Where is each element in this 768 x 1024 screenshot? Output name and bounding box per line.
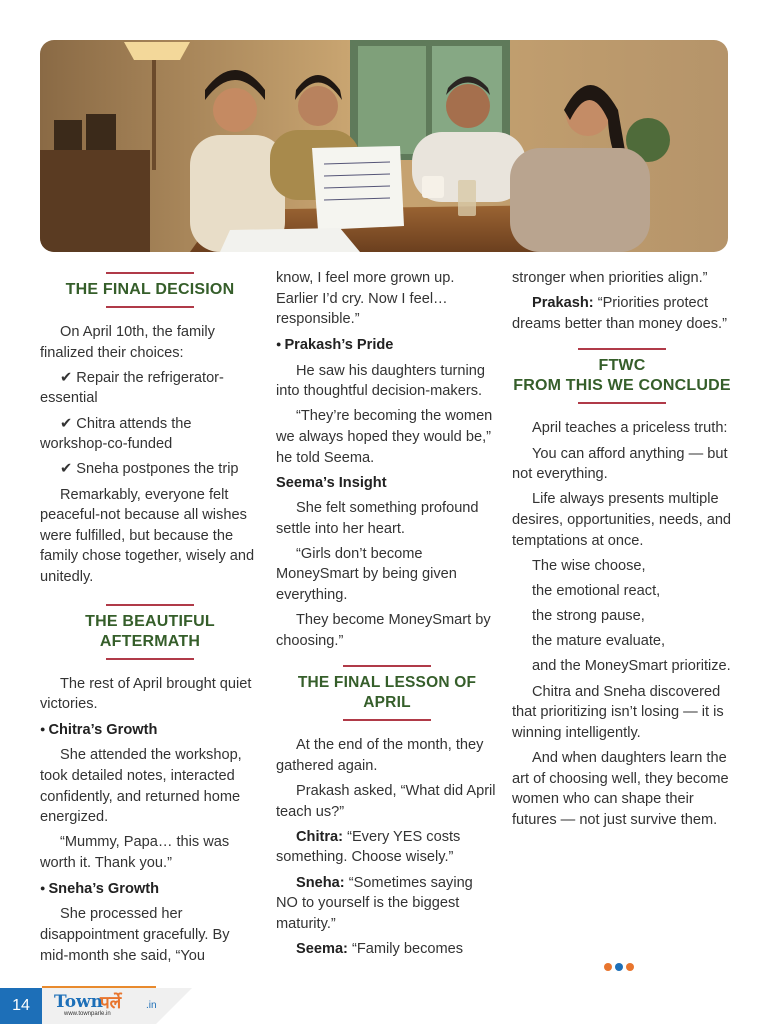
heading-aftermath: AFTERMATH	[99, 632, 201, 650]
subheading-chitra-growth: ● Chitra’s Growth	[40, 719, 260, 741]
logo-text: Town	[54, 992, 104, 1012]
subheading-sneha-growth: ● Sneha’s Growth	[40, 878, 260, 900]
quote-text: “Family becomes	[347, 940, 464, 957]
speaker: Chitra:	[296, 828, 344, 845]
quote: “They’re becoming the women we always hoped they would be,” he told Seema.	[276, 408, 493, 466]
line: the mature evaluate,	[532, 633, 666, 650]
quote-text: “Sometimes saying NO to yourself is the biggest maturity.”	[276, 874, 473, 932]
paragraph: April teaches a priceless truth:	[532, 420, 728, 437]
quote: “Girls don’t become MoneySmart by being given everything.	[276, 545, 457, 603]
heading-final-decision: THE FINAL DECISION	[65, 281, 235, 298]
line: and the MoneySmart prioritize.	[532, 658, 731, 675]
column-2	[276, 268, 498, 964]
paragraph: You can afford anything — but not everything.	[512, 445, 728, 483]
paragraph: Remarkably, everyone felt peaceful-not because all wishes were fulfilled, but because the family chose together, wisely and unitedly.	[40, 486, 255, 585]
heading-rule	[106, 272, 194, 274]
quote-text: “Priorities protect dreams better than money does.”	[512, 295, 727, 332]
check-item: ✔ Repair the refrigerator-essential	[40, 369, 224, 407]
speaker: Sneha:	[296, 874, 345, 891]
quote: They become MoneySmart by choosing.”	[276, 612, 491, 649]
column-3	[512, 268, 732, 835]
heading-from-this-we-conclude: FROM THIS WE CONCLUDE	[513, 377, 731, 395]
quote-seema	[276, 939, 498, 960]
quote-text: “Every YES costs something. Choose wisely.”	[276, 828, 461, 866]
heading-final-lesson: THE FINAL LESSON OF APRIL	[297, 674, 477, 712]
heading-beautiful: THE BEAUTIFUL	[85, 612, 215, 630]
paragraph: The rest of April brought quiet victories.	[40, 675, 252, 713]
subheading-seema-insight: Seema’s Insight	[276, 474, 387, 491]
paragraph: On April 10th, the family finalized their choices:	[40, 324, 215, 361]
check-item: ✔ Sneha postpones the trip	[60, 461, 239, 478]
speaker: Prakash:	[532, 295, 594, 312]
heading-ftwc: FTWC	[598, 357, 646, 375]
paragraph: At the end of the month, they gathered again.	[276, 737, 484, 774]
line: the strong pause,	[532, 608, 645, 625]
paragraph: She felt something profound settle into her heart.	[276, 499, 479, 537]
quote-prakash	[512, 293, 732, 334]
column-1	[40, 268, 260, 971]
quote: “Mummy, Papa… this was worth it. Thank you.”	[40, 834, 230, 872]
paragraph: Life always presents multiple desires, opportunities, needs, and temptations at once.	[512, 491, 732, 549]
page-number: 14	[0, 988, 42, 1024]
subheading-prakash-pride: ● Prakash’s Pride	[276, 334, 498, 356]
paragraph: know, I feel more grown up. Earlier I’d cry. Now I feel… responsible.”	[276, 270, 455, 328]
townparle-logo	[54, 990, 164, 1020]
quote-sneha	[276, 873, 498, 935]
hero-photo	[40, 40, 728, 252]
paragraph: She processed her disappointment gracefully. By mid-month she said, “You	[40, 906, 230, 964]
dot-icon	[626, 963, 634, 971]
line: The wise choose,	[532, 557, 646, 574]
dot-icon	[604, 963, 612, 971]
logo-suffix: .in	[146, 1000, 157, 1011]
heading-rule	[106, 604, 194, 606]
quote-chitra	[276, 827, 498, 868]
paragraph: Prakash asked, “What did April teach us?”	[276, 783, 496, 820]
check-item: ✔ Chitra attends the workshop-co-funded	[40, 415, 192, 453]
logo-url: www.townparle.in	[64, 1011, 111, 1017]
end-dots	[604, 958, 637, 976]
speaker: Seema:	[296, 940, 348, 957]
paragraph: Chitra and Sneha discovered that prioritizing isn’t losing — it is winning intelligently.	[512, 683, 724, 741]
paragraph: She attended the workshop, took detailed notes, interacted confidently, and returned home energized.	[40, 747, 242, 826]
dot-icon	[615, 963, 623, 971]
logo-devanagari: पर्ले	[100, 993, 122, 1013]
paragraph: And when daughters learn the art of choosing well, they become women who can shape their futures — not just survive them.	[512, 750, 729, 828]
heading-rule	[343, 665, 431, 667]
heading-rule	[578, 348, 666, 350]
paragraph: stronger when priorities align.”	[512, 270, 708, 286]
line: the emotional react,	[532, 582, 661, 599]
paragraph: He saw his daughters turning into thoughtful decision-makers.	[276, 362, 486, 400]
